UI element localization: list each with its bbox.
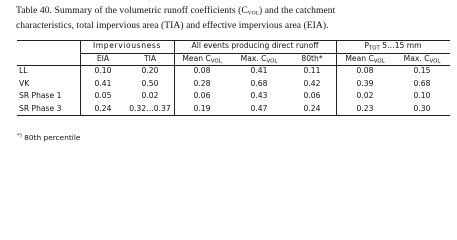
cell-tia: 0.20 bbox=[141, 66, 159, 75]
cell-ptot-mean: 0.02 bbox=[356, 91, 374, 100]
cell-eia: 0.41 bbox=[94, 78, 112, 88]
cell-max: 0.43 bbox=[250, 91, 268, 100]
cell-site: SR Phase 1 bbox=[19, 91, 62, 100]
cell-ptot-max: 0.68 bbox=[413, 78, 431, 88]
cell-p80: 0.11 bbox=[303, 66, 321, 75]
cell-site: LL bbox=[19, 66, 28, 75]
cell-ptot-max: 0.30 bbox=[413, 103, 431, 113]
cell-eia: 0.10 bbox=[94, 66, 112, 75]
cell-tia: 0.32…0.37 bbox=[129, 103, 171, 113]
header-eia: EIA bbox=[96, 53, 110, 63]
cell-ptot-max: 0.10 bbox=[413, 91, 431, 100]
header-tia: TIA bbox=[143, 53, 157, 63]
caption-line1: Table 40. Summary of the volumetric runoff coefficients $(C_{VOL})$ and the catchment bbox=[16, 5, 336, 17]
footnote-text: 80th percentile bbox=[21, 133, 81, 142]
header-ptot-max-cvol: Max. $C_{VOL}$ bbox=[403, 53, 441, 64]
table-subheader-row bbox=[17, 53, 451, 66]
cell-p80: 0.06 bbox=[303, 91, 321, 100]
table-row bbox=[17, 65, 451, 78]
cell-p80: 0.42 bbox=[303, 78, 321, 88]
cell-ptot-mean: 0.23 bbox=[356, 103, 374, 113]
group-ptot: $P_{TOT}$ 5…15 mm bbox=[364, 41, 422, 52]
header-80th: 80th* bbox=[301, 53, 323, 63]
cell-mean: 0.19 bbox=[193, 103, 211, 113]
table-footnote bbox=[17, 133, 80, 142]
table-row bbox=[17, 90, 451, 103]
cell-site: SR Phase 3 bbox=[19, 103, 62, 113]
cell-tia: 0.50 bbox=[141, 78, 159, 88]
cell-eia: 0.05 bbox=[94, 91, 112, 100]
table-row bbox=[17, 78, 451, 91]
cell-mean: 0.06 bbox=[193, 91, 211, 100]
runoff-table bbox=[17, 40, 451, 115]
table-group-header-row bbox=[17, 40, 451, 53]
cell-p80: 0.24 bbox=[303, 103, 321, 113]
cell-mean: 0.28 bbox=[193, 78, 211, 88]
header-max-cvol: Max. $C_{VOL}$ bbox=[240, 53, 278, 64]
table-row bbox=[17, 103, 451, 116]
table-bottom-rule bbox=[17, 115, 450, 116]
cell-site: VK bbox=[19, 78, 30, 88]
footnote-marker: *) bbox=[17, 133, 22, 139]
cell-max: 0.41 bbox=[250, 66, 268, 75]
header-ptot-mean-cvol: Mean $C_{VOL}$ bbox=[345, 53, 385, 64]
cell-ptot-mean: 0.08 bbox=[356, 66, 374, 75]
group-all-events: All events producing direct runoff bbox=[191, 41, 319, 50]
cell-tia: 0.02 bbox=[141, 91, 159, 100]
cell-eia: 0.24 bbox=[94, 103, 112, 113]
cell-max: 0.47 bbox=[250, 103, 268, 113]
cell-ptot-max: 0.15 bbox=[413, 66, 431, 75]
cell-ptot-mean: 0.39 bbox=[356, 78, 374, 88]
table-caption bbox=[16, 5, 446, 33]
cell-mean: 0.08 bbox=[193, 66, 211, 75]
group-imperviousness: Imperviousness bbox=[92, 41, 162, 50]
cell-max: 0.68 bbox=[250, 78, 268, 88]
header-mean-cvol: Mean $C_{VOL}$ bbox=[182, 53, 222, 64]
caption-line2: characteristics, total impervious area (TIA) and effective impervious area (EIA). bbox=[16, 20, 329, 31]
